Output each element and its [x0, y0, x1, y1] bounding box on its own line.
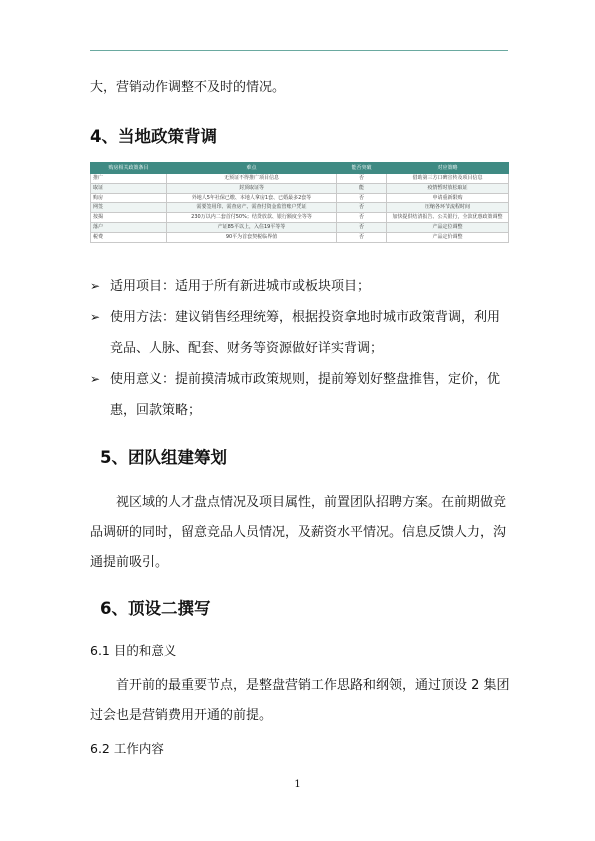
table-cell: 网签: [91, 203, 167, 213]
table-cell: 推广: [91, 174, 167, 184]
table-header-cell: 难点: [167, 163, 337, 174]
section-5-heading: 5、团队组建筹划: [100, 448, 227, 467]
table-cell: 产品定位调整: [387, 222, 509, 232]
table-row: [91, 213, 509, 223]
table-cell: 外地人5年社保已缴、本地人拿房1套、已婚最多2套等: [167, 193, 337, 203]
table-cell: 购房: [91, 193, 167, 203]
arrow-bullet-icon: ➢: [90, 310, 101, 324]
table-row: [91, 232, 509, 242]
table-row: [91, 174, 509, 184]
table-cell: 产品定价调整: [387, 232, 509, 242]
table-cell: 税费: [91, 232, 167, 242]
table-header-row: [91, 163, 509, 174]
table-header-cell: 对应策略: [387, 163, 509, 174]
list-item: [90, 302, 510, 364]
list-item-text: 使用方法：建议销售经理统筹，根据投资拿地时城市政策背调，利用竞品、人脉、配套、财务等资源做好详实背调；: [110, 310, 501, 356]
table-cell: 230万以内二套首付50%；结贷放款、银行额度全等等: [167, 213, 337, 223]
table-header-cell: 能否突破: [337, 163, 387, 174]
subsection-6-1-paragraph: 首开前的最重要节点，是整盘营销工作思路和纲领，通过顶设 2 集团过会也是营销费用开通的前提。: [90, 678, 510, 723]
table-cell: 借助第三方口碑宣传及项目信息: [387, 174, 509, 184]
list-item: [90, 271, 510, 302]
list-item: [90, 364, 510, 426]
subsection-6-1-heading: 6.1 目的和意义: [90, 643, 177, 658]
subsection-6-2-heading: 6.2 工作内容: [90, 741, 164, 756]
table-cell: 能: [337, 183, 387, 193]
table-cell: 否: [337, 193, 387, 203]
list-item-text: 适用项目：适用于所有新进城市或板块项目；: [110, 279, 371, 294]
table-cell: 否: [337, 232, 387, 242]
page-number: 1: [294, 779, 301, 790]
table-cell: 取证: [91, 183, 167, 193]
policy-table: [90, 162, 509, 243]
table-header-cell: 购房相关政策条目: [91, 163, 167, 174]
section-4-heading: 4、当地政策背调: [90, 127, 217, 146]
table-cell: 否: [337, 203, 387, 213]
arrow-bullet-icon: ➢: [90, 372, 101, 386]
table-cell: 需要签用印、需查房产、需查付资金监管账户凭证: [167, 203, 337, 213]
table-cell: 疫情暂时放松取证: [387, 183, 509, 193]
table-cell: 加快提供结清报告、公关银行，全款优惠政策调整: [387, 213, 509, 223]
header-rule: [90, 50, 508, 51]
table-cell: 否: [337, 222, 387, 232]
bullet-list: [90, 271, 510, 426]
table-row: [91, 222, 509, 232]
table-row: [91, 183, 509, 193]
section-6-heading: 6、顶设二撰写: [100, 599, 211, 618]
table-cell: 否: [337, 213, 387, 223]
table-row: [91, 203, 509, 213]
table-cell: 压缩各环节流程时间: [387, 203, 509, 213]
table-row: [91, 193, 509, 203]
list-item-text: 使用意义：提前摸清城市政策规则，提前筹划好整盘推售，定价，优惠，回款策略；: [110, 372, 501, 418]
intro-paragraph: 大，营销动作调整不及时的情况。: [90, 80, 286, 95]
table-cell: 封顶取证等: [167, 183, 337, 193]
section-5-paragraph: 视区域的人才盘点情况及项目属性，前置团队招聘方案。在前期做竞品调研的同时，留意竞品人员情况，及薪资水平情况。信息反馈人力，沟通提前吸引。: [90, 495, 507, 570]
table-cell: 按揭: [91, 213, 167, 223]
arrow-bullet-icon: ➢: [90, 279, 101, 293]
table-cell: 否: [337, 174, 387, 184]
table-cell: 无预证不得推广项目信息: [167, 174, 337, 184]
table-cell: 产证85平以上，入住19平等等: [167, 222, 337, 232]
table-cell: 申请重新限购: [387, 193, 509, 203]
table-cell: 落户: [91, 222, 167, 232]
table-cell: 90平为首套契税临界值: [167, 232, 337, 242]
